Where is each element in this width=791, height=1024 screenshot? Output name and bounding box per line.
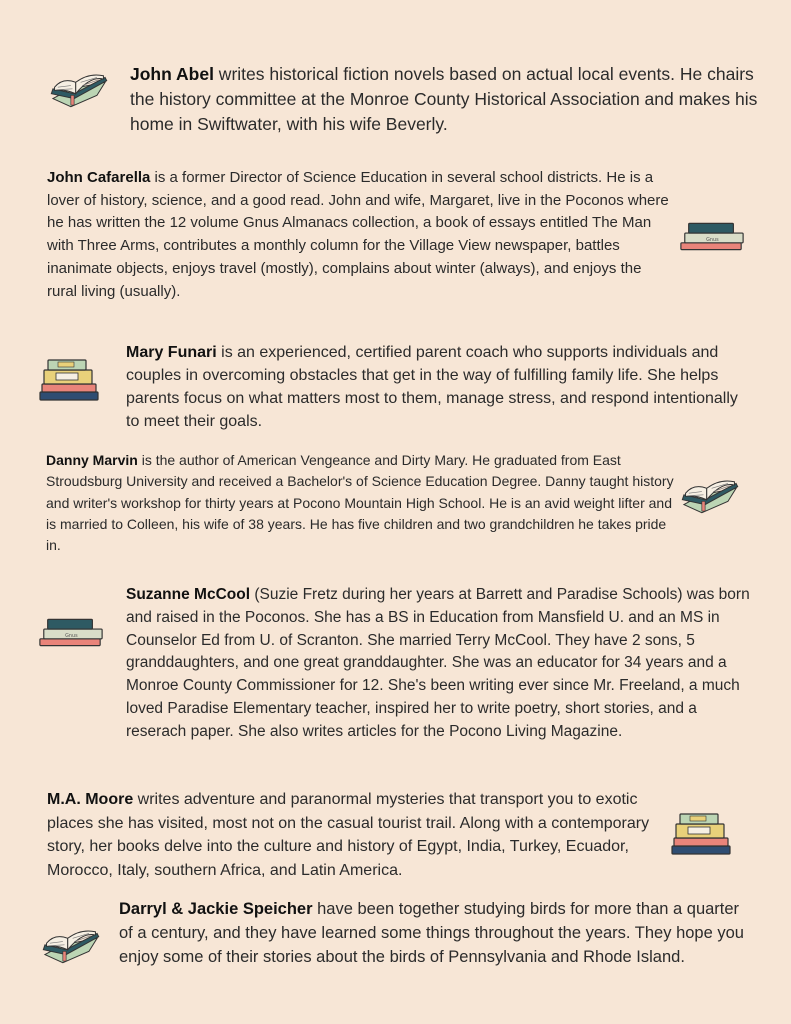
tall-book-stack-icon (668, 808, 734, 858)
bio-text: is the author of American Vengeance and Dirty Mary. He graduated from East Stroudsburg University and received a Bachelor's of Science Education Degree. Danny taught history and writer's workshop for thirty years at Pocono Mountain High School. He is an avid weight lifter and is married to Colleen, his wife of 38 years. He has five children and two grandchildren he takes pride in. (46, 452, 674, 554)
bio-text: have been together studying birds for more than a quarter of a century, and they have learned some things throughout the years. They hope you enjoy some of their stories about the birds of Pennsylvania and Rhode Island. (119, 900, 744, 966)
book-stack-icon (677, 218, 747, 254)
open-book-icon (46, 66, 112, 110)
bio-john-cafarella (47, 167, 675, 303)
bio-text: is a former Director of Science Education in several school districts. He is a lover of history, science, and a good read. John and wife, Margaret, live in the Poconos where he has written the 12 volume Gnus Almanacs collection, a book of essays entitled The Man with Three Arms, contributes a monthly column for the Village View newspaper, battles inanimate objects, enjoys travel (mostly), complains about winter (always), and enjoys the rural living (usually). (47, 169, 669, 300)
bio-darryl-jackie-speicher (119, 897, 749, 969)
bio-text: is an experienced, certified parent coach who supports individuals and couples in overcoming obstacles that get in the way of fulfilling family life. She helps parents focus on what matters most to them, manage stress, and respond intentionally to meet their goals. (126, 344, 738, 430)
bio-danny-marvin (46, 450, 674, 556)
bio-ma-moore (47, 788, 661, 882)
bio-name: Mary Funari (126, 344, 217, 361)
open-book-icon (38, 922, 104, 966)
bio-name: M.A. Moore (47, 791, 134, 808)
bio-name: Darryl & Jackie Speicher (119, 900, 313, 918)
bio-name: John Abel (130, 64, 214, 84)
bio-text: writes historical fiction novels based on actual local events. He chairs the history committee at the Monroe County Historical Association and makes his home in Swiftwater, with his wife Beverly. (130, 64, 758, 134)
bio-text: writes adventure and paranormal mysteries that transport you to exotic places she has visited, most not on the casual tourist trail. Along with a contemporary story, her books delve into the culture and history of Egypt, India, Turkey, Ecuador, Morocco, Italy, southern Africa, and Latin America. (47, 791, 650, 879)
open-book-icon (677, 472, 743, 516)
bio-name: Suzanne McCool (126, 586, 251, 603)
bio-text: (Suzie Fretz during her years at Barrett and Paradise Schools) was born and raised in the Poconos. She has a BS in Education from Mansfield U. and an MS in Counselor Ed from U. of Scranton. She married Terry McCool. They have 2 sons, 5 granddaughters, and one great granddaughter. She was an educator for 34 years and a Monroe County Commissioner for 12. She's been writing ever since Mr. Freeland, a much loved Paradise Elementary teacher, inspired her to write poetry, short stories, and a reserach paper. She also writes articles for the Pocono Living Magazine. (126, 586, 750, 740)
bio-mary-funari (126, 341, 744, 433)
tall-book-stack-icon (36, 354, 102, 404)
bio-suzanne-mccool (126, 584, 752, 744)
bio-john-abel (130, 62, 760, 137)
bio-name: Danny Marvin (46, 452, 138, 468)
book-stack-icon (36, 614, 106, 650)
bio-name: John Cafarella (47, 169, 151, 186)
